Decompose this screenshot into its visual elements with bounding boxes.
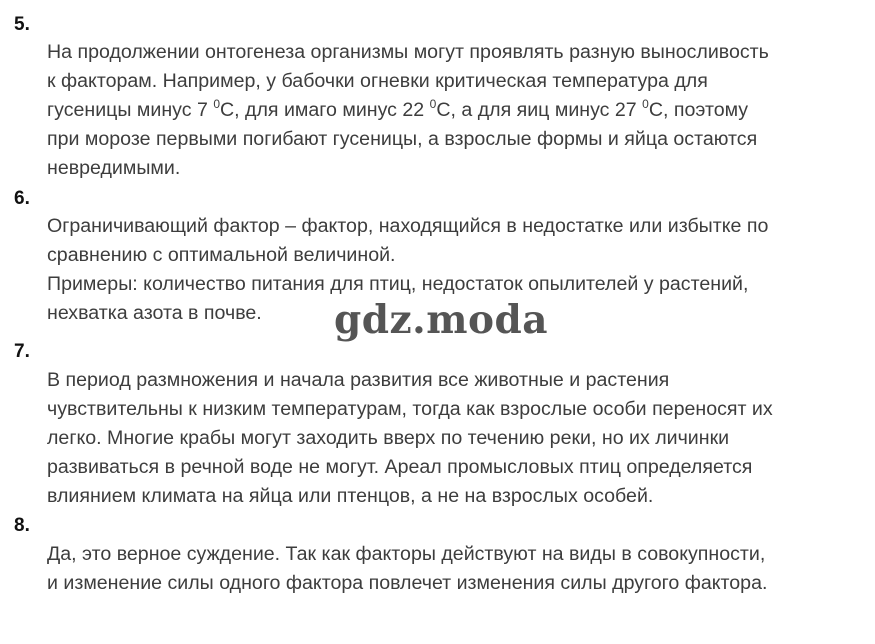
text-line: сравнению с оптимальной величиной. bbox=[47, 244, 396, 266]
answer-paragraph bbox=[47, 38, 867, 183]
degree-superscript: 0 bbox=[642, 97, 649, 111]
text-line: и изменение силы одного фактора повлечет изменения силы другого фактора. bbox=[47, 572, 768, 594]
text-line: В период размножения и начала развития все животные и растения bbox=[47, 369, 670, 391]
item-number: 8. bbox=[14, 515, 30, 536]
degree-superscript: 0 bbox=[213, 97, 221, 111]
text-line: Ограничивающий фактор – фактор, находящийся в недостатке или избытке по bbox=[47, 215, 769, 237]
item-number: 7. bbox=[14, 341, 30, 362]
text-line: невредимыми. bbox=[47, 157, 181, 179]
text-line: нехватка азота в почве. bbox=[47, 302, 262, 324]
watermark-logo: gdz.moda bbox=[334, 297, 549, 343]
item-number: 5. bbox=[14, 14, 30, 35]
text-line: На продолжении онтогенеза организмы могут проявлять разную выносливость bbox=[47, 41, 769, 63]
text-line: Примеры: количество питания для птиц, недостаток опылителей у растений, bbox=[47, 273, 749, 295]
text-line: развиваться в речной воде не могут. Ареал промысловых птиц определяется bbox=[47, 456, 753, 478]
degree-superscript: 0 bbox=[429, 97, 437, 111]
text-line: к факторам. Например, у бабочки огневки критическая температура для bbox=[47, 70, 708, 92]
text-line: легко. Многие крабы могут заходить вверх по течению реки, но их личинки bbox=[47, 427, 730, 449]
text-line: при морозе первыми погибают гусеницы, а взрослые формы и яйца остаются bbox=[47, 128, 758, 150]
answer-paragraph bbox=[47, 366, 867, 511]
text-line: Да, это верное суждение. Так как факторы действуют на виды в совокупности, bbox=[47, 543, 766, 565]
text-line: гусеницы минус 7 $^0$С, для имаго минус 22 $^0$С, а для яиц минус 27 $^0$С, поэтому bbox=[47, 97, 749, 121]
text-line: влиянием климата на яйца или птенцов, а не на взрослых особей. bbox=[47, 485, 654, 507]
answer-paragraph bbox=[47, 540, 867, 598]
text-line: чувствительны к низким температурам, тогда как взрослые особи переносят их bbox=[47, 398, 773, 420]
item-number: 6. bbox=[14, 188, 30, 209]
